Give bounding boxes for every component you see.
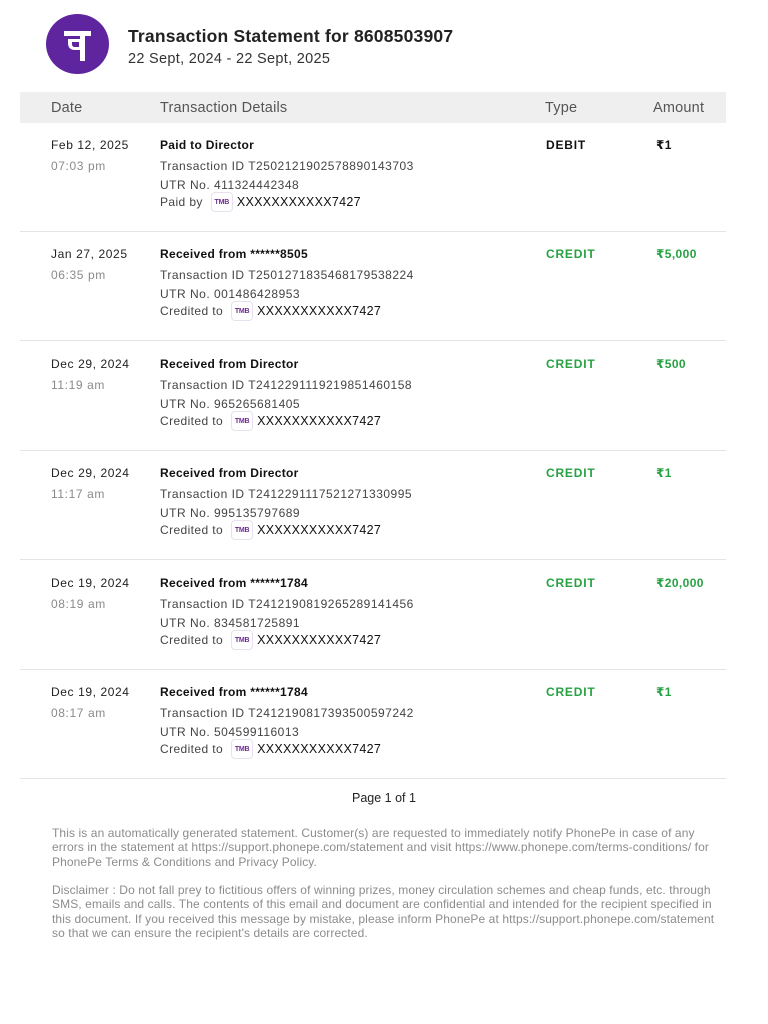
account-label: Credited to (160, 523, 224, 537)
account-line (160, 410, 381, 432)
transaction-id: Transaction ID T2501271835468179538224 (160, 268, 414, 282)
transaction-date: Dec 19, 2024 (51, 685, 130, 699)
bank-logo-icon: TMB (231, 411, 253, 431)
transaction-type: DEBIT (546, 138, 586, 152)
utr-number: UTR No. 965265681405 (160, 397, 301, 411)
bank-logo-icon: TMB (231, 739, 253, 759)
table-row (20, 451, 726, 560)
transaction-id: Transaction ID T2412190817393500597242 (160, 706, 414, 720)
transaction-type: CREDIT (546, 247, 596, 261)
page-number: Page 1 of 1 (352, 791, 416, 805)
account-line (160, 629, 381, 651)
transaction-type: CREDIT (546, 357, 596, 371)
transaction-description: Received from ******1784 (160, 576, 308, 590)
transaction-date: Dec 19, 2024 (51, 576, 130, 590)
transaction-time: 07:03 pm (51, 159, 106, 173)
table-row (20, 342, 726, 451)
statement-period: 22 Sept, 2024 - 22 Sept, 2025 (128, 51, 331, 67)
transaction-time: 11:19 am (51, 378, 105, 392)
column-header-date: Date (51, 100, 83, 116)
account-label: Paid by (160, 195, 203, 209)
disclaimer-text: Disclaimer : Do not fall prey to fictitious offers of winning prizes, money circulation schemes and cheap funds, etc. through SMS, emails and calls. The contents of this email and document are confidential and intended for the recipient specified in this document. If you received this message by mistake, please inform PhonePe at https://support.phonepe.com/statement so that we can ensure the recipient's details are corrected. (52, 883, 715, 941)
bank-logo-icon: TMB (231, 630, 253, 650)
account-label: Credited to (160, 633, 224, 647)
account-label: Credited to (160, 304, 224, 318)
transaction-description: Received from ******8505 (160, 247, 308, 261)
utr-number: UTR No. 504599116013 (160, 725, 300, 739)
transaction-amount: ₹1 (656, 685, 672, 699)
table-row (20, 670, 726, 779)
transaction-date: Jan 27, 2025 (51, 247, 128, 261)
transaction-time: 08:17 am (51, 706, 106, 720)
transaction-id: Transaction ID T2412291119219851460158 (160, 378, 413, 392)
transaction-time: 06:35 pm (51, 268, 106, 282)
transaction-date: Dec 29, 2024 (51, 357, 130, 371)
table-row (20, 232, 726, 341)
account-label: Credited to (160, 742, 224, 756)
transaction-time: 11:17 am (51, 487, 105, 501)
transaction-id: Transaction ID T2502121902578890143703 (160, 159, 414, 173)
account-line (160, 738, 381, 760)
transaction-type: CREDIT (546, 576, 596, 590)
account-number: XXXXXXXXXXX7427 (257, 304, 382, 318)
statement-header (46, 14, 726, 76)
utr-number: UTR No. 001486428953 (160, 287, 301, 301)
account-line (160, 300, 381, 322)
phonepe-logo-icon (46, 14, 109, 74)
bank-logo-icon: TMB (231, 301, 253, 321)
column-header-details: Transaction Details (160, 100, 288, 116)
account-number: XXXXXXXXXXX7427 (257, 523, 382, 537)
account-line (160, 519, 381, 541)
table-header (20, 92, 726, 123)
transaction-id: Transaction ID T2412291117521271330995 (160, 487, 413, 501)
bank-logo-icon: TMB (231, 520, 253, 540)
utr-number: UTR No. 411324442348 (160, 178, 300, 192)
account-number: XXXXXXXXXXX7427 (236, 195, 361, 209)
transaction-date: Dec 29, 2024 (51, 466, 130, 480)
transaction-description: Received from Director (160, 357, 299, 371)
transaction-id: Transaction ID T2412190819265289141456 (160, 597, 414, 611)
account-number: XXXXXXXXXXX7427 (257, 742, 382, 756)
statement-notice: This is an automatically generated statement. Customer(s) are requested to immediately notify PhonePe in case of any errors in the statement at https://support.phonepe.com/statement and visit https://www.phonepe.com/terms-conditions/ for PhonePe Terms & Conditions and Privacy Policy. (52, 826, 709, 869)
transaction-amount: ₹500 (656, 357, 686, 371)
utr-number: UTR No. 834581725891 (160, 616, 301, 630)
utr-number: UTR No. 995135797689 (160, 506, 301, 520)
transaction-time: 08:19 am (51, 597, 106, 611)
transaction-amount: ₹20,000 (656, 576, 704, 590)
transaction-amount: ₹5,000 (656, 247, 697, 261)
transaction-description: Received from ******1784 (160, 685, 308, 699)
transaction-amount: ₹1 (656, 466, 672, 480)
table-row (20, 561, 726, 670)
bank-logo-icon: TMB (211, 192, 233, 212)
column-header-type: Type (545, 100, 578, 116)
column-header-amount: Amount (653, 100, 705, 116)
transaction-type: CREDIT (546, 685, 596, 699)
transaction-date: Feb 12, 2025 (51, 138, 129, 152)
transaction-description: Paid to Director (160, 138, 255, 152)
transaction-description: Received from Director (160, 466, 299, 480)
table-row (20, 123, 726, 232)
account-number: XXXXXXXXXXX7427 (257, 633, 382, 647)
account-label: Credited to (160, 414, 224, 428)
transaction-type: CREDIT (546, 466, 596, 480)
transaction-amount: ₹1 (656, 138, 672, 152)
account-line (160, 191, 361, 213)
statement-title: Transaction Statement for 8608503907 (128, 26, 454, 46)
account-number: XXXXXXXXXXX7427 (257, 414, 382, 428)
